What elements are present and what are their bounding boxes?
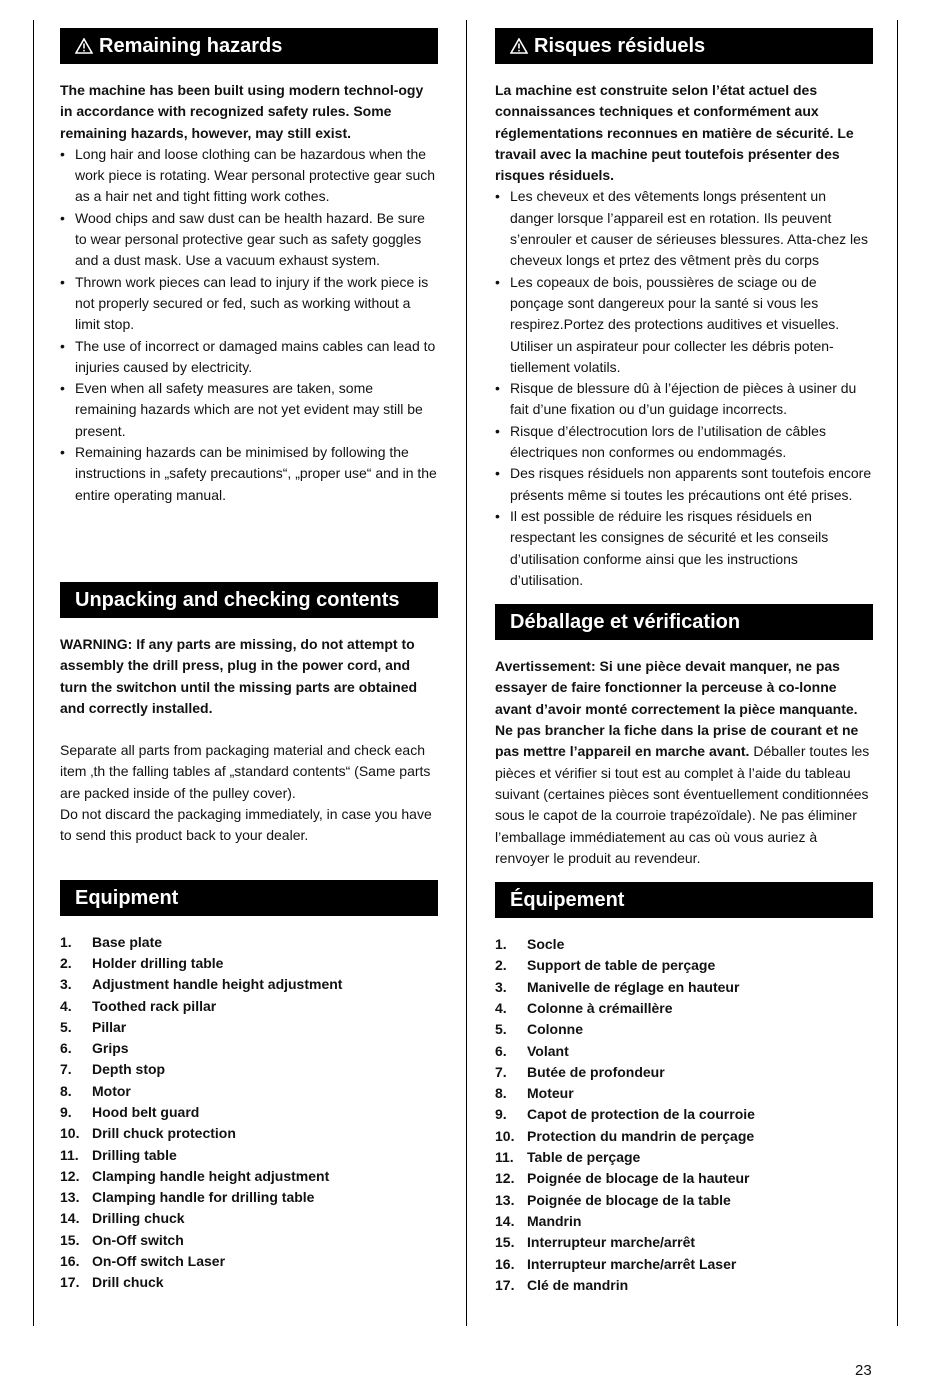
- list-item: 15. On-Off switch: [60, 1231, 184, 1248]
- page-number: 23: [855, 1362, 872, 1379]
- list-item: 8. Motor: [60, 1082, 131, 1099]
- deballage-warning: Avertissement: Si une pièce devait manquer, ne pas essayer de faire fonctionner la perceuse à co-lonne avant d’avoir monté correctement la pièce manquante. Ne pas brancher la fiche dans la prise de courant et ne pas mettre l’appareil en marche avant.: [495, 658, 859, 760]
- list-item: • Remaining hazards can be minimised by following the instructions in „safety precautions“, „proper use“ and in the entire operating manual.: [60, 442, 438, 506]
- warning-triangle-icon: [75, 30, 93, 66]
- remaining-hazards-heading: [60, 28, 438, 64]
- list-item: 6. Volant: [495, 1042, 569, 1059]
- list-item: • Risque de blessure dû à l’éjection de pièces à usiner du fait d’une fixation ou d’un guidage incorrects.: [495, 378, 873, 421]
- list-item: 11. Drilling table: [60, 1146, 177, 1163]
- list-item: 8. Moteur: [495, 1085, 574, 1102]
- risques-residuels-title: Risques résiduels: [534, 35, 706, 57]
- list-item: • Les cheveux et des vêtements longs présentent un danger lorsque l’appareil est en rotation. Ils peuvent s’enrouler et causer de sérieuses blessures. Atta-chez les cheveux longs et prtez des vêtment près du corps: [495, 186, 873, 271]
- french-column: [495, 28, 873, 1296]
- list-item: 2. Support de table de perçage: [495, 957, 716, 974]
- unpacking-title: Unpacking and checking contents: [75, 588, 400, 611]
- list-item: 7. Depth stop: [60, 1061, 166, 1078]
- deballage-heading: [495, 604, 873, 640]
- list-item: 17. Clé de mandrin: [495, 1276, 629, 1293]
- unpacking-packaging-note: Do not discard the packaging immediately, in case you have to send this product back to your dealer.: [60, 806, 432, 844]
- equipement-heading: [495, 882, 873, 918]
- left-margin-rule: [33, 20, 34, 1326]
- equipement-list: [495, 934, 873, 1296]
- list-item: • Il est possible de réduire les risques résiduels en respectant les consignes de sécurité et les conseils d’utilisation conforme ainsi que les instructions d’utilisation.: [495, 506, 873, 591]
- list-item: • Even when all safety measures are taken, some remaining hazards which are not yet evident may still be present.: [60, 378, 438, 442]
- list-item: 3. Manivelle de réglage en hauteur: [495, 978, 740, 995]
- list-item: 1. Base plate: [60, 933, 163, 950]
- list-item: • Wood chips and saw dust can be health hazard. Be sure to wear personal protective gear such as safety goggles and a dust mask. Use a vacuum exhaust system.: [60, 208, 438, 272]
- list-item: 14. Drilling chuck: [60, 1210, 185, 1227]
- list-item: 5. Pillar: [60, 1018, 127, 1035]
- warning-triangle-icon: [510, 30, 528, 66]
- equipment-title: Equipment: [75, 886, 179, 909]
- list-item: 9. Capot de protection de la courroie: [495, 1106, 755, 1123]
- list-item: 6. Grips: [60, 1040, 129, 1057]
- list-item: 10. Protection du mandrin de perçage: [495, 1127, 755, 1144]
- deballage-title: Déballage et vérification: [510, 611, 741, 634]
- list-item: 12. Poignée de blocage de la hauteur: [495, 1170, 750, 1187]
- right-margin-rule: [897, 20, 898, 1326]
- list-item: • Risque d’électrocution lors de l’utilisation de câbles électriques non conformes ou endommagés.: [495, 421, 873, 464]
- list-item: 14. Mandrin: [495, 1212, 582, 1229]
- risques-residuels-list: [495, 186, 873, 591]
- remaining-hazards-intro: The machine has been built using modern technol-ogy in accordance with recognized safety rules. Some remaining hazards, however, may still exist.: [60, 82, 424, 141]
- deballage-instructions: Déballer toutes les pièces et vérifier si tout est au complet à l’aide du tableau suivant (certaines pièces sont éventuellement conditionnées sous le capot de la courroie trapézoïdale). Ne pas éliminer l’emballage immédiatement au cas où vous auriez à renvoyer le produit au revendeur.: [495, 743, 870, 866]
- list-item: 1. Socle: [495, 936, 565, 953]
- equipement-title: Équipement: [510, 889, 625, 912]
- list-item: • Les copeaux de bois, poussières de sciage ou de ponçage sont dangereux pour la santé si vous les respirez.Portez des protections auditives et visuelles. Utiliser un aspirateur pour collecter les débris poten-tiellement volatils.: [495, 272, 873, 378]
- equipment-list: [60, 932, 438, 1294]
- list-item: 13. Poignée de blocage de la table: [495, 1191, 731, 1208]
- list-item: 15. Interrupteur marche/arrêt: [495, 1234, 696, 1251]
- list-item: 7. Butée de profondeur: [495, 1063, 665, 1080]
- unpacking-warning: WARNING: If any parts are missing, do not attempt to assembly the drill press, plug in the power cord, and turn the switchon until the missing parts are obtained and correctly installed.: [60, 635, 418, 716]
- list-item: 4. Toothed rack pillar: [60, 997, 217, 1014]
- remaining-hazards-list: [60, 144, 438, 506]
- list-item: 17. Drill chuck: [60, 1274, 164, 1291]
- risques-residuels-intro: La machine est construite selon l’état actuel des connaissances techniques et conformément aux réglementations reconnues en matière de sécurité. Le travail avec la machine peut toutefois présenter des risques résiduels.: [495, 82, 854, 184]
- list-item: 11. Table de perçage: [495, 1149, 641, 1166]
- unpacking-heading: [60, 582, 438, 618]
- list-item: 5. Colonne: [495, 1021, 583, 1038]
- list-item: • The use of incorrect or damaged mains cables can lead to injuries caused by electricity.: [60, 336, 438, 379]
- list-item: 3. Adjustment handle height adjustment: [60, 976, 343, 993]
- list-item: 9. Hood belt guard: [60, 1103, 200, 1120]
- english-column: [60, 28, 438, 1294]
- remaining-hazards-title: Remaining hazards: [99, 35, 283, 57]
- list-item: 13. Clamping handle for drilling table: [60, 1189, 315, 1206]
- list-item: • Long hair and loose clothing can be hazardous when the work piece is rotating. Wear personal protective gear such as a hair net and tight fitting work cothes.: [60, 144, 438, 208]
- list-item: 4. Colonne à crémaillère: [495, 999, 673, 1016]
- list-item: 10. Drill chuck protection: [60, 1125, 236, 1142]
- list-item: 2. Holder drilling table: [60, 954, 224, 971]
- list-item: • Thrown work pieces can lead to injury if the work piece is not properly secured or fed, such as working without a limit stop.: [60, 272, 438, 336]
- list-item: 16. On-Off switch Laser: [60, 1253, 226, 1270]
- list-item: 16. Interrupteur marche/arrêt Laser: [495, 1255, 737, 1272]
- deballage-text: [495, 656, 873, 869]
- risques-residuels-heading: [495, 28, 873, 64]
- list-item: 12. Clamping handle height adjustment: [60, 1167, 330, 1184]
- equipment-heading: [60, 880, 438, 916]
- unpacking-instructions: Separate all parts from packaging material and check each item ‚th the falling tables af „standard contents“ (Same parts are packed inside of the pulley cover).: [60, 742, 431, 801]
- list-item: • Des risques résiduels non apparents sont toutefois encore présents même si toutes les précautions ont été prises.: [495, 463, 873, 506]
- center-divider-rule: [466, 20, 467, 1326]
